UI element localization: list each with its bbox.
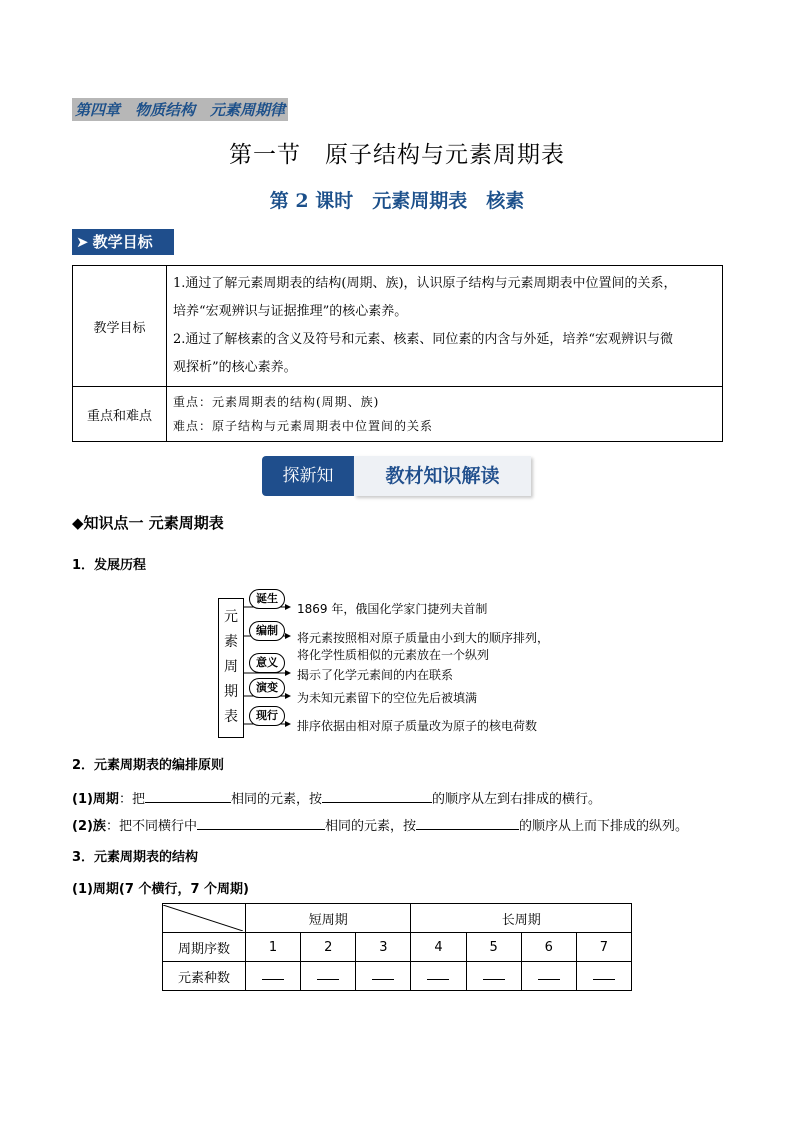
element-count-blank[interactable]: [246, 962, 301, 991]
difficulty-line: 难点：原子结构与元素周期表中位置间的关系: [173, 419, 434, 433]
goal-tag-label: 教学目标: [92, 233, 153, 251]
evolution-text: 为未知元素留下的空位先后被填满: [297, 691, 478, 705]
tag-compile: 编制: [249, 621, 285, 641]
period-number: 3: [356, 933, 411, 962]
compile-text-2: 将化学性质相似的元素放在一个纵列: [297, 648, 490, 662]
lesson-title: 第 2 课时 元素周期表 核素: [269, 190, 525, 212]
chapter-heading: 第四章 物质结构 元素周期律: [72, 98, 288, 121]
element-count-blank[interactable]: [521, 962, 576, 991]
meaning-text: 揭示了化学元素间的内在联系: [297, 668, 454, 682]
period-blank-2[interactable]: [322, 790, 432, 803]
box-char: 期: [224, 684, 238, 700]
current-text: 排序依据由相对原子质量改为原子的核电荷数: [297, 719, 538, 733]
compile-text-1: 将元素按照相对原子质量由小到大的顺序排列，: [297, 631, 550, 645]
element-count-blank[interactable]: [576, 962, 631, 991]
period-text-c: 的顺序从左到右排成的横行。: [431, 792, 601, 807]
element-count-blank[interactable]: [356, 962, 411, 991]
box-char: 表: [224, 709, 238, 725]
period-number: 4: [411, 933, 466, 962]
period-text-b: 相同的元素，按: [230, 792, 322, 807]
long-period-header: 长周期: [411, 904, 632, 933]
period-text-a: ：把: [118, 792, 145, 807]
tag-birth: 诞生: [249, 589, 285, 609]
period-number: 5: [466, 933, 521, 962]
group-blank-1[interactable]: [197, 817, 325, 830]
heading-periods: (1)周期(7 个横行，7 个周期): [72, 882, 249, 897]
group-text-a: ：把不同横行中: [105, 819, 197, 834]
section-title: 第一节 原子结构与元素周期表: [229, 142, 565, 168]
period-number: 7: [576, 933, 631, 962]
heading-principles: 2．元素周期表的编排原则: [72, 758, 225, 773]
section-banner: [262, 456, 531, 496]
diagonal-header-cell: [163, 904, 246, 933]
box-char: 周: [224, 659, 238, 675]
key-points-content: [167, 387, 723, 442]
banner-right: 教材知识解读: [354, 456, 531, 496]
group-text-c: 的顺序从上而下排成的纵列。: [518, 819, 688, 834]
group-blank-2[interactable]: [416, 817, 519, 830]
objective-line: 观探析”的核心素养。: [173, 360, 297, 375]
group-text-b: 相同的元素，按: [324, 819, 416, 834]
objectives-label: 教学目标: [73, 266, 167, 387]
period-number: 6: [521, 933, 576, 962]
heading-development: 1．发展历程: [72, 558, 147, 573]
objectives-content: [167, 266, 723, 387]
objective-line: 1.通过了解元素周期表的结构(周期、族)，认识原子结构与元素周期表中位置间的关系，: [173, 276, 677, 291]
tag-current: 现行: [249, 706, 285, 726]
heading-structure: 3．元素周期表的结构: [72, 850, 199, 865]
short-period-header: 短周期: [246, 904, 411, 933]
tag-meaning: 意义: [249, 653, 285, 673]
diagonal-line: [163, 905, 243, 931]
period-number-label: 周期序数: [163, 933, 246, 962]
period-label: (1)周期: [72, 792, 119, 807]
element-count-blank[interactable]: [411, 962, 466, 991]
box-char: 元: [224, 609, 238, 625]
periodic-table-box: [218, 598, 244, 738]
element-count-blank[interactable]: [466, 962, 521, 991]
key-point-line: 重点：元素周期表的结构(周期、族): [173, 395, 380, 409]
period-number: 2: [301, 933, 356, 962]
banner-left: 探新知: [262, 456, 354, 496]
group-rule: [72, 815, 688, 834]
objective-line: 2.通过了解核素的含义及符号和元素、核素、同位素的内含与外延，培养“宏观辨识与微: [173, 332, 674, 347]
period-number: 1: [246, 933, 301, 962]
element-count-label: 元素种数: [163, 962, 246, 991]
period-blank-1[interactable]: [145, 790, 231, 803]
birth-text: 1869 年，俄国化学家门捷列夫首制: [297, 602, 488, 616]
group-label: (2)族: [72, 819, 106, 834]
arrow-icon: ➤: [76, 233, 89, 251]
knowledge-point-heading: ◆知识点一 元素周期表: [72, 514, 224, 532]
objectives-table: [72, 265, 723, 442]
teaching-goal-tag: [72, 229, 174, 255]
element-count-blank[interactable]: [301, 962, 356, 991]
objective-line: 培养“宏观辨识与证据推理”的核心素养。: [173, 304, 408, 319]
box-char: 素: [224, 634, 238, 650]
period-table: [162, 903, 632, 991]
key-points-label: 重点和难点: [73, 387, 167, 442]
period-rule: [72, 788, 601, 807]
tag-evolution: 演变: [249, 678, 285, 698]
